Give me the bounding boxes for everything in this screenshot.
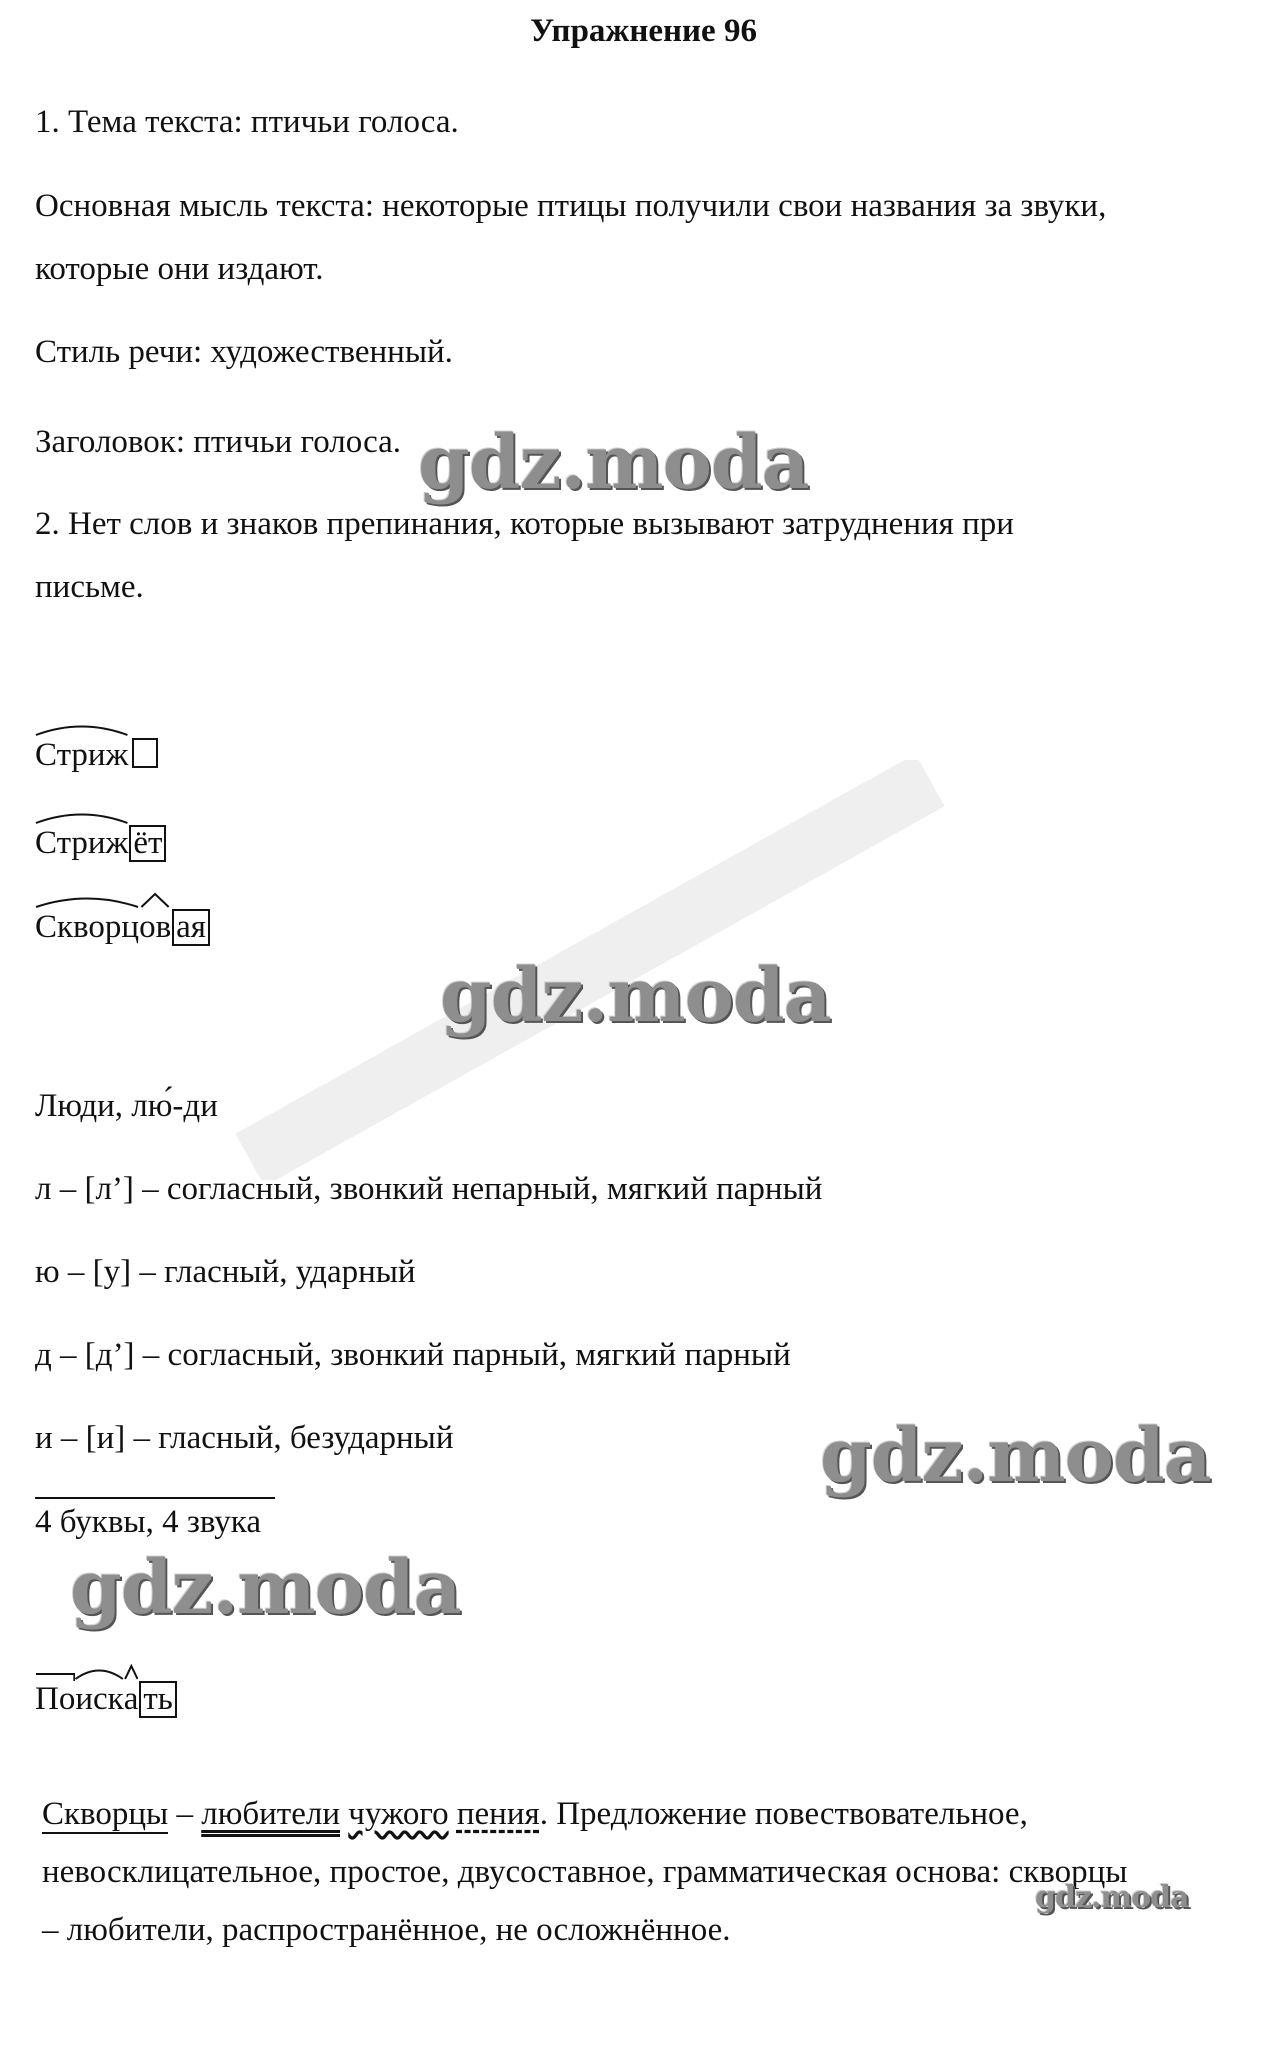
object: пения bbox=[456, 1796, 540, 1832]
watermark-logo: gdz.moda bbox=[440, 953, 831, 1039]
root-arc-icon bbox=[75, 1666, 123, 1680]
ending-box: ая bbox=[172, 909, 210, 946]
phonetic-row-2: ю – [у] – гласный, ударный bbox=[35, 1254, 416, 1290]
root-arc-icon bbox=[35, 810, 128, 824]
sentence-line-3: – любители, распространённое, не осложнённое. bbox=[42, 1912, 731, 1948]
summary-divider bbox=[35, 1497, 275, 1499]
suffix-caret-icon bbox=[139, 892, 171, 908]
sentence-analysis bbox=[42, 1785, 1202, 1959]
root-morpheme: Скворц bbox=[35, 908, 139, 948]
watermark-logo: gdz.moda bbox=[418, 420, 809, 506]
speech-style-line: Стиль речи: художественный. bbox=[35, 334, 453, 370]
sentence-line-2: невосклицательное, простое, двусоставное, грамматическая основа: скворцы bbox=[42, 1854, 1128, 1890]
root-arc-icon bbox=[35, 722, 128, 736]
phonetic-row-3: д – [д’] – согласный, звонкий парный, мягкий парный bbox=[35, 1337, 791, 1373]
phonetic-summary: 4 буквы, 4 звука bbox=[35, 1504, 261, 1540]
suffix-morpheme: а bbox=[124, 1680, 139, 1720]
main-idea-line-1: Основная мысль текста: некоторые птицы получили свои названия за звуки, bbox=[35, 188, 1107, 224]
morpheme-word-3 bbox=[35, 908, 210, 948]
morpheme-word-4 bbox=[35, 1680, 177, 1720]
task2-line-1: 2. Нет слов и знаков препинания, которые вызывают затруднения при bbox=[35, 506, 1014, 542]
watermark-logo: gdz.moda bbox=[70, 1545, 461, 1631]
prefix-mark-icon bbox=[35, 1672, 75, 1682]
suffix-morpheme: ов bbox=[139, 908, 171, 948]
phonetic-row-4: и – [и] – гласный, безударный bbox=[35, 1420, 454, 1456]
main-idea-line-2: которые они издают. bbox=[35, 251, 324, 287]
root-morpheme: Стриж bbox=[35, 824, 128, 864]
subject: Скворцы bbox=[42, 1796, 169, 1832]
suffix-caret-icon bbox=[124, 1664, 139, 1680]
root-morpheme: Стриж bbox=[35, 736, 128, 776]
empty-ending-box bbox=[132, 738, 158, 768]
root-morpheme: иск bbox=[75, 1680, 123, 1720]
phonetic-word: Люди, лю́-ди bbox=[35, 1088, 218, 1124]
attribute: чужого bbox=[348, 1796, 449, 1832]
morpheme-word-1 bbox=[35, 736, 158, 776]
page-title: Упражнение 96 bbox=[530, 13, 757, 49]
sentence-line-1: Скворцы – любители чужого пения. Предложение повествовательное, bbox=[42, 1796, 1028, 1832]
task2-line-2: письме. bbox=[35, 569, 144, 605]
ending-box: ёт bbox=[129, 825, 166, 862]
phonetic-row-1: л – [л’] – согласный, звонкий непарный, мягкий парный bbox=[35, 1171, 823, 1207]
root-arc-icon bbox=[35, 894, 139, 908]
watermark-logo: gdz.moda bbox=[820, 1413, 1211, 1499]
ending-box: ть bbox=[139, 1681, 176, 1718]
morpheme-word-2 bbox=[35, 824, 166, 864]
topic-line: 1. Тема текста: птичьи голоса. bbox=[35, 104, 459, 140]
heading-line: Заголовок: птичьи голоса. bbox=[35, 424, 402, 460]
watermark-logo: gdz.moda bbox=[1035, 1880, 1189, 1915]
predicate: любители bbox=[201, 1796, 341, 1832]
prefix-morpheme: По bbox=[35, 1680, 75, 1720]
